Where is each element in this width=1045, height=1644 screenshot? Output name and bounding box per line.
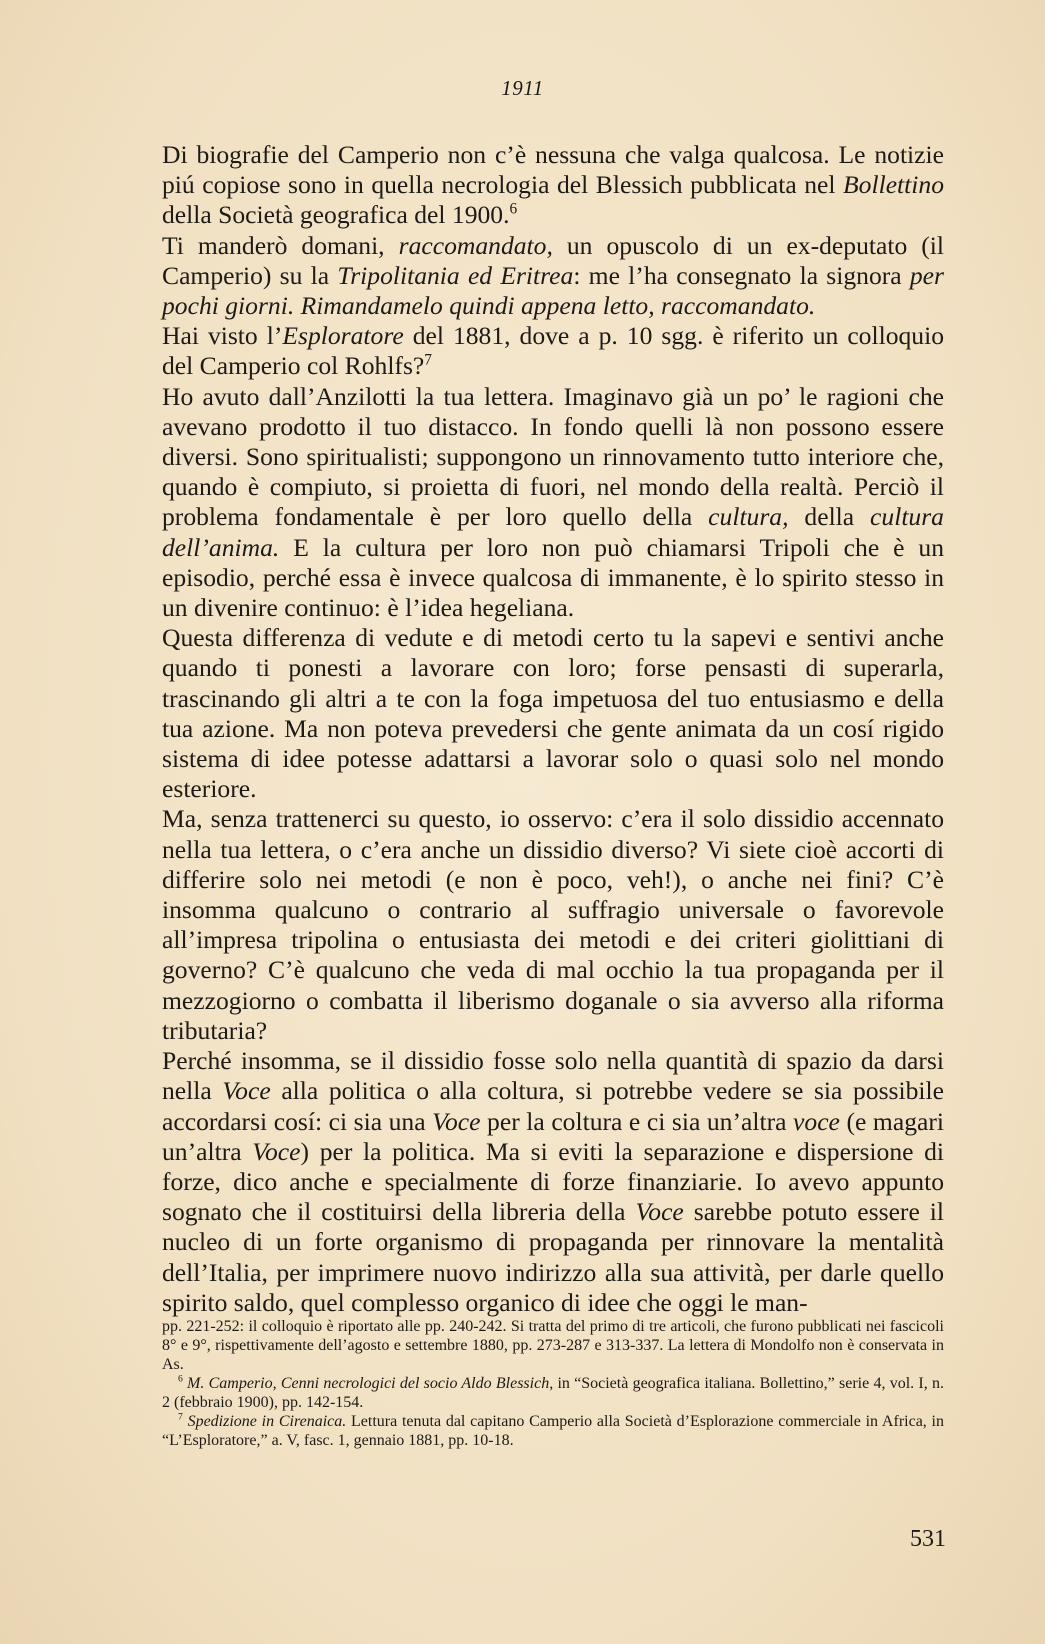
p2-text-2: un opuscolo di un ex-deputato (il Camperio) su la bbox=[162, 230, 945, 290]
p7-text-6: sarebbe potuto essere il nucleo di un forte organismo di propaganda per rinnovare la mentalità dell’Italia, per imprimere nuovo indirizzo alla sua attività, per darle quello spirito saldo, quel complesso organico di idee che oggi le man- bbox=[162, 1197, 945, 1317]
p3-text-2: del 1881, dove a p. 10 sgg. è riferito un colloquio del Camperio col Rohlfs? bbox=[162, 321, 944, 381]
footnotes bbox=[162, 1317, 944, 1450]
p3-italic-1: Esploratore bbox=[282, 321, 404, 351]
paragraph-7 bbox=[162, 1046, 944, 1318]
footnote-7-italic: Spedizione in Cirenaica. bbox=[187, 1413, 347, 1430]
paragraph-6: Ma, senza trattenerci su questo, io osservo: c’era il solo dissidio accennato nella tua lettera, o c’era anche un dissidio diverso? Vi siete cioè accorti di differire solo nei metodi (e non è poco, veh!), o anche nei fini? C’è insomma qualcuno o contrario al suffragio universale o favorevole all’impresa tripolina o entusiasta dei metodi e dei criteri giolittiani di governo? C’è qualcuno che veda di mal occhio la tua propaganda per il mezzogiorno o combatta il liberismo doganale o sia avverso alla riforma tributaria? bbox=[162, 804, 944, 1045]
paragraph-4 bbox=[162, 382, 944, 624]
paragraph-2 bbox=[162, 231, 944, 322]
footnote-7-text: Lettura tenuta dal capitano Camperio alla Società d’Esplorazione commerciale in Africa, in “L’Esploratore,” a. V, fasc. 1, gennaio 1881, pp. 10-18. bbox=[162, 1413, 944, 1449]
p7-text-3: per la coltura e ci sia un’altra bbox=[480, 1106, 794, 1136]
p1-italic-1: Bollettino bbox=[843, 170, 944, 200]
footnote-7-number: 7 bbox=[178, 1411, 183, 1423]
running-head-year: 1911 bbox=[501, 76, 544, 100]
p2-italic-2: Tripolitania ed Eritrea bbox=[337, 260, 574, 290]
p4-text-1: Ho avuto dall’Anzilotti la tua lettera. Imaginavo già un po’ le ragioni che avevano prodotto il tuo distacco. In fondo quelli là non possono essere diversi. Sono spiritualisti; suppongono un rinnovamento tutto interiore che, quando è compiuto, si proietta di fuori, nel mondo della realtà. Perciò il problema fondamentale è per loro quello della bbox=[162, 381, 944, 532]
letter-body bbox=[162, 140, 944, 1318]
p3-text-1: Hai visto l’ bbox=[162, 321, 283, 351]
footnote-6 bbox=[162, 1374, 944, 1412]
p7-italic-4: Voce bbox=[252, 1136, 301, 1166]
p7-italic-3: voce bbox=[793, 1106, 840, 1136]
p7-italic-5: Voce bbox=[635, 1197, 684, 1227]
p2-italic-1: raccomandato, bbox=[398, 230, 553, 260]
footnote-ref-7: 7 bbox=[424, 351, 432, 369]
p7-text-2: alla politica o alla coltura, si potrebbe vedere se sia possibile accordarsi cosí: ci sia una bbox=[162, 1076, 945, 1136]
p4-text-3: E la cultura per loro non può chiamarsi Tripoli che è un episodio, perché essa è invece qualcosa di immanente, è lo spirito stesso in un divenire continuo: è l’idea hegeliana. bbox=[162, 532, 944, 623]
footnote-7 bbox=[162, 1412, 944, 1450]
footnote-continued: pp. 221-252: il colloquio è riportato alle pp. 240-242. Si tratta del primo di tre articoli, che furono pubblicati nei fascicoli 8° e 9°, rispettivamente dell’agosto e settembre 1880, pp. 273-287 e 313-337. La lettera di Mondolfo non è conservata in As. bbox=[162, 1318, 944, 1373]
p7-text-4: (e magari un’altra bbox=[162, 1106, 944, 1166]
p4-italic-2: cultura dell’anima. bbox=[162, 502, 944, 562]
p2-italic-3: per pochi giorni. Rimandamelo quindi appena letto, raccomandato. bbox=[162, 260, 944, 321]
footnote-6-number: 6 bbox=[178, 1373, 183, 1385]
paragraph-3 bbox=[162, 321, 944, 381]
footnote-6-italic: M. Camperio, Cenni necrologici del socio Aldo Blessich, bbox=[187, 1375, 554, 1392]
p7-text-5: ) per la politica. Ma si eviti la separazione e dispersione di forze, dico anche e specialmente di forze finanziarie. Io avevo appunto sognato che il costituirsi della libreria della bbox=[162, 1136, 945, 1227]
footnote-ref-6: 6 bbox=[509, 200, 518, 218]
p1-text-2: della Società geografica del 1900. bbox=[162, 200, 510, 230]
p4-text-2: della bbox=[788, 502, 871, 532]
footnote-6-text: in “Società geografica italiana. Bollettino,” serie 4, vol. I, n. 2 (febbraio 1900), pp. 142-154. bbox=[162, 1375, 944, 1411]
p1-text-1: Di biografie del Camperio non c’è nessuna che valga qualcosa. Le notizie piú copiose sono in quella necrologia del Blessich pubblicata nel bbox=[162, 140, 944, 200]
paragraph-1 bbox=[162, 140, 944, 231]
page-number: 531 bbox=[910, 1526, 946, 1552]
p7-italic-1: Voce bbox=[222, 1076, 271, 1106]
p2-text-1: Ti manderò domani, bbox=[162, 230, 399, 260]
p4-italic-1: cultura, bbox=[708, 502, 789, 532]
paragraph-5: Questa differenza di vedute e di metodi certo tu la sapevi e sentivi anche quando ti ponesti a lavorare con loro; forse pensasti di superarla, trascinando gli altri a te con la foga impetuosa del tuo entusiasmo e della tua azione. Ma non poteva prevedersi che gente animata da un cosí rigido sistema di idee potesse adattarsi a lavorar solo o quasi solo nel mondo esteriore. bbox=[162, 623, 944, 804]
p7-text-1: Perché insomma, se il dissidio fosse solo nella quantità di spazio da darsi nella bbox=[162, 1046, 944, 1106]
p7-italic-2: Voce bbox=[432, 1106, 481, 1136]
p2-text-3: : me l’ha consegnato la signora bbox=[573, 260, 910, 290]
